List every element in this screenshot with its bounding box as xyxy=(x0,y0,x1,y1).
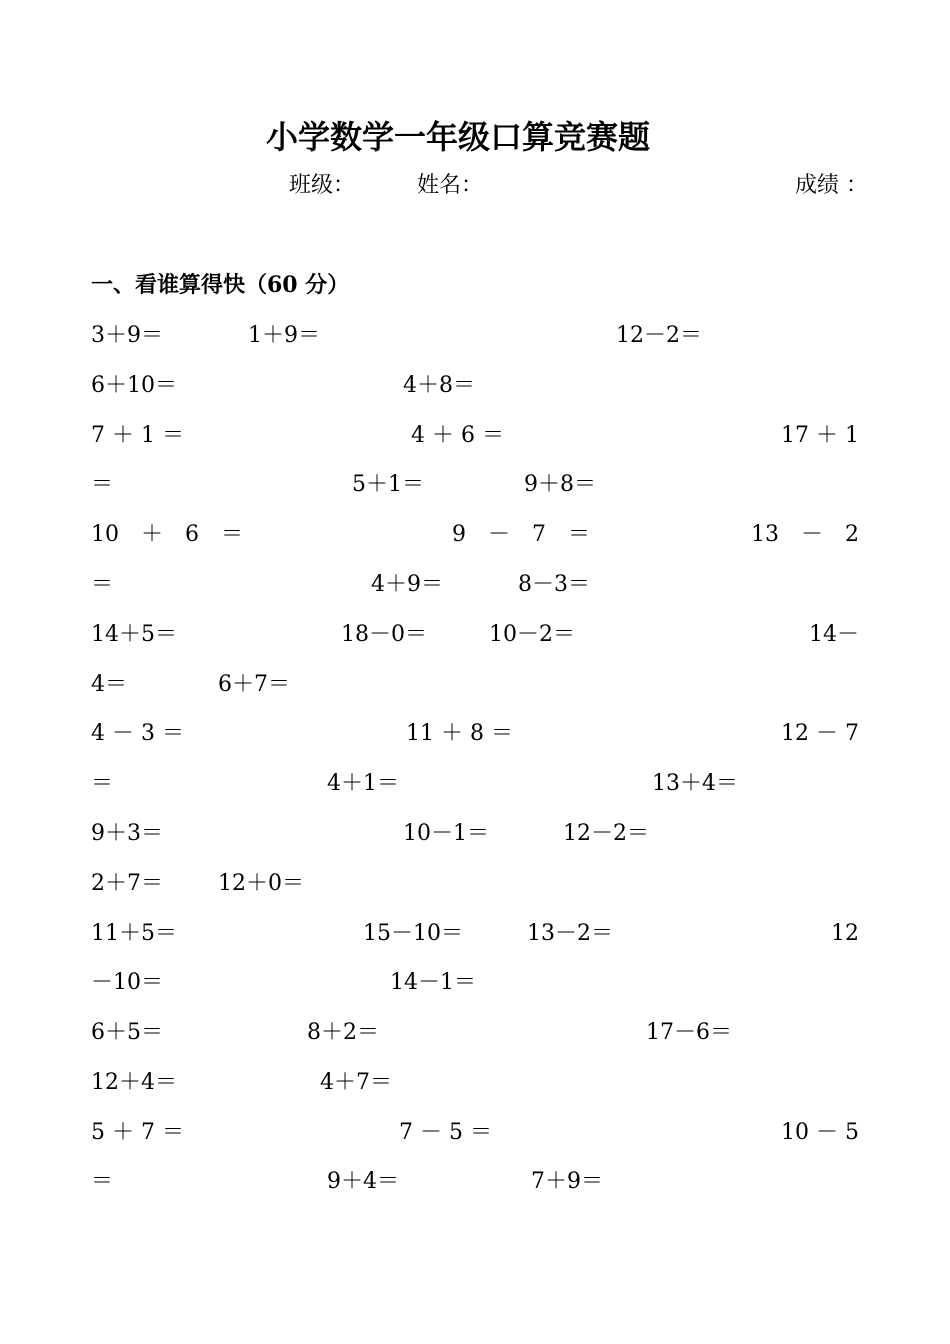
problem-line xyxy=(0,1162,950,1202)
arithmetic-problem: 11 ＋ 8 ＝ xyxy=(406,721,513,746)
arithmetic-problem: ＝ xyxy=(91,472,114,497)
arithmetic-problem: 9 － 7 ＝ xyxy=(452,522,590,547)
arithmetic-problem: 2＋7＝ xyxy=(91,871,163,896)
problem-line xyxy=(0,864,950,904)
section-title: 一、看谁算得快（60 分） xyxy=(91,272,350,298)
arithmetic-problem: 11＋5＝ xyxy=(91,921,177,946)
problem-line xyxy=(0,515,950,555)
problem-line xyxy=(0,814,950,854)
arithmetic-problem: 4 － 3 ＝ xyxy=(91,721,184,746)
arithmetic-problem: 1＋9＝ xyxy=(248,323,320,348)
arithmetic-problem: 12＋0＝ xyxy=(218,871,304,896)
arithmetic-problem: 8－3＝ xyxy=(518,572,590,597)
arithmetic-problem: 6＋10＝ xyxy=(91,373,177,398)
problem-line xyxy=(0,665,950,705)
arithmetic-problem: ＝ xyxy=(91,572,114,597)
arithmetic-problem: 4＋7＝ xyxy=(320,1070,392,1095)
arithmetic-problem: 4＋1＝ xyxy=(327,771,399,796)
arithmetic-problem: 12－2＝ xyxy=(563,821,649,846)
arithmetic-problem: 10 ＋ 6 ＝ xyxy=(91,522,243,547)
arithmetic-problem: 4＋8＝ xyxy=(403,373,475,398)
arithmetic-problem: 10－1＝ xyxy=(403,821,489,846)
arithmetic-problem: 9＋3＝ xyxy=(91,821,163,846)
page-title: 小学数学一年级口算竞赛题 xyxy=(265,118,650,156)
problem-line xyxy=(0,714,950,754)
arithmetic-problem: 12 xyxy=(831,921,859,946)
problem-line xyxy=(0,963,950,1003)
arithmetic-problem: 13 － 2 xyxy=(751,522,859,547)
arithmetic-problem: －10＝ xyxy=(91,970,163,995)
arithmetic-problem: 18－0＝ xyxy=(341,622,427,647)
arithmetic-problem: 9＋4＝ xyxy=(327,1169,399,1194)
arithmetic-problem: 9＋8＝ xyxy=(524,472,596,497)
arithmetic-problem: ＝ xyxy=(91,771,114,796)
problem-line xyxy=(0,1013,950,1053)
arithmetic-problem: 12 － 7 xyxy=(781,721,859,746)
arithmetic-problem: 15－10＝ xyxy=(363,921,463,946)
problem-line xyxy=(0,465,950,505)
problem-line xyxy=(0,316,950,356)
problem-line xyxy=(0,1063,950,1103)
arithmetic-problem: 8＋2＝ xyxy=(307,1020,379,1045)
arithmetic-problem: 6＋7＝ xyxy=(218,672,290,697)
name-label: 姓名： xyxy=(417,173,484,198)
arithmetic-problem: 13＋4＝ xyxy=(652,771,738,796)
arithmetic-problem: 12－2＝ xyxy=(616,323,702,348)
problem-line xyxy=(0,416,950,456)
arithmetic-problem: 12＋4＝ xyxy=(91,1070,177,1095)
arithmetic-problem: ＝ xyxy=(91,1169,114,1194)
arithmetic-problem: 17－6＝ xyxy=(646,1020,732,1045)
arithmetic-problem: 17 ＋ 1 xyxy=(781,423,859,448)
arithmetic-problem: 14－1＝ xyxy=(390,970,476,995)
arithmetic-problem: 6＋5＝ xyxy=(91,1020,163,1045)
arithmetic-problem: 3＋9＝ xyxy=(91,323,163,348)
problem-line xyxy=(0,764,950,804)
arithmetic-problem: 10－2＝ xyxy=(489,622,575,647)
arithmetic-problem: 4＋9＝ xyxy=(371,572,443,597)
class-label: 班级： xyxy=(289,173,356,198)
arithmetic-problem: 7 － 5 ＝ xyxy=(399,1120,492,1145)
problem-line xyxy=(0,615,950,655)
arithmetic-problem: 13－2＝ xyxy=(527,921,613,946)
problem-line xyxy=(0,565,950,605)
score-label: 成绩 ： xyxy=(795,173,868,198)
problem-line xyxy=(0,366,950,406)
arithmetic-problem: 10 － 5 xyxy=(781,1120,859,1145)
arithmetic-problem: 14－ xyxy=(809,622,859,647)
arithmetic-problem: 5 ＋ 7 ＝ xyxy=(91,1120,184,1145)
arithmetic-problem: 14＋5＝ xyxy=(91,622,177,647)
arithmetic-problem: 7 ＋ 1 ＝ xyxy=(91,423,184,448)
arithmetic-problem: 5＋1＝ xyxy=(352,472,424,497)
arithmetic-problem: 4＝ xyxy=(91,672,127,697)
arithmetic-problem: 7＋9＝ xyxy=(531,1169,603,1194)
problem-line xyxy=(0,914,950,954)
problem-line xyxy=(0,1113,950,1153)
arithmetic-problem: 4 ＋ 6 ＝ xyxy=(411,423,504,448)
